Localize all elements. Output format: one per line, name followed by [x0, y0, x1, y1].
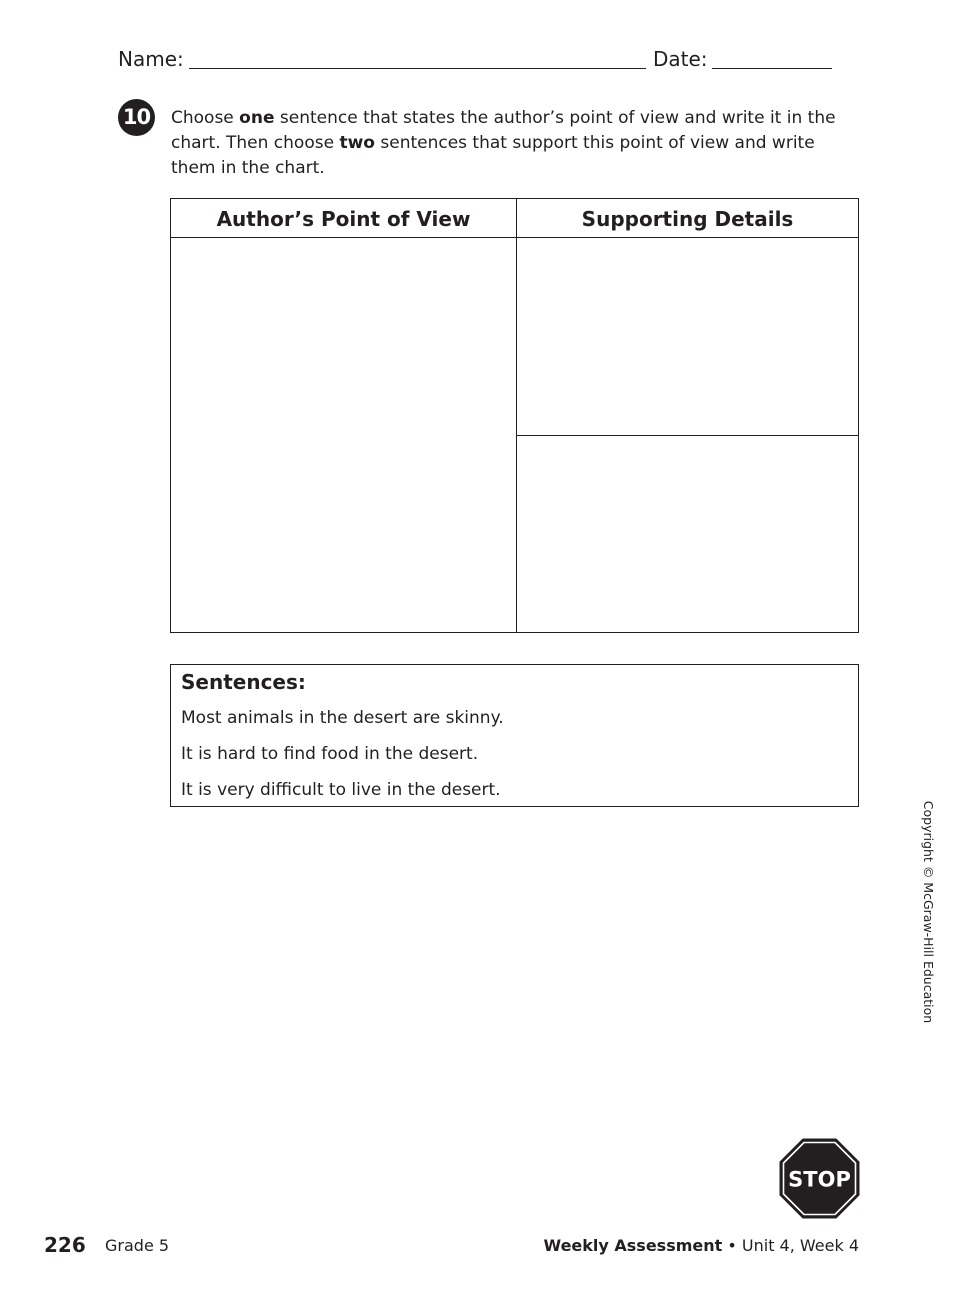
date-field[interactable]: [712, 68, 832, 69]
question-number: 10: [118, 99, 155, 136]
sentence-option: Most animals in the desert are skinny.: [181, 708, 504, 728]
assessment-info: [543, 1236, 859, 1256]
prompt-part: Choose: [171, 108, 240, 128]
assessment-title: Weekly Assessment: [543, 1236, 723, 1255]
sentence-option: It is very difficult to live in the desert.: [181, 780, 501, 800]
prompt-part: sentence that states the author’s point of view and write it in the chart. Then choose: [171, 108, 836, 153]
prompt-emphasis-one: one: [239, 108, 275, 128]
chart-column-divider: [516, 199, 517, 632]
date-label: Date:: [653, 47, 708, 71]
page-number: 226: [44, 1233, 86, 1257]
sentences-box: [170, 664, 859, 807]
point-of-view-answer-cell[interactable]: [171, 239, 515, 632]
supporting-detail-2-answer-cell[interactable]: [518, 437, 858, 632]
stop-sign-label: STOP: [788, 1167, 851, 1192]
unit-week-label: Unit 4, Week 4: [741, 1236, 859, 1255]
chart-header-supporting-details: Supporting Details: [581, 207, 794, 231]
chart-details-divider: [516, 435, 858, 436]
assessment-separator: •: [722, 1236, 742, 1255]
sentences-title: Sentences:: [181, 670, 306, 694]
name-label: Name:: [118, 47, 184, 71]
grade-label: Grade 5: [105, 1236, 170, 1255]
chart-header-point-of-view: Author’s Point of View: [216, 207, 471, 231]
stop-sign-icon: [779, 1138, 860, 1219]
prompt-emphasis-two: two: [339, 133, 375, 153]
chart-header-divider: [171, 237, 858, 238]
prompt-part: sentences that support this point of view and write them in the chart.: [171, 133, 815, 178]
name-field[interactable]: [189, 68, 646, 69]
question-prompt: [171, 106, 851, 181]
point-of-view-chart: [170, 198, 859, 633]
copyright-text: Copyright © McGraw-Hill Education: [921, 800, 936, 1024]
supporting-detail-1-answer-cell[interactable]: [518, 239, 858, 434]
sentence-option: It is hard to find food in the desert.: [181, 744, 479, 764]
name-date-row: [118, 46, 833, 72]
